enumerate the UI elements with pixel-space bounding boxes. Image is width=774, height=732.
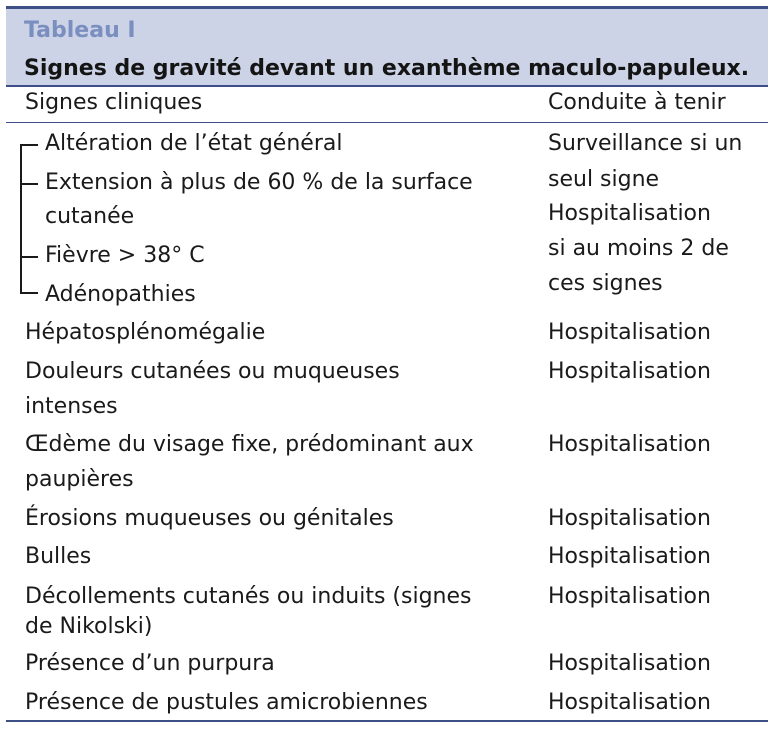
group-sign: Adénopathies bbox=[45, 282, 196, 307]
row-sign: Érosions muqueuses ou génitales bbox=[25, 506, 394, 531]
group-action-line: si au moins 2 de bbox=[548, 236, 729, 261]
row-action: Hospitalisation bbox=[548, 651, 711, 676]
group-sign: cutanée bbox=[45, 204, 135, 229]
row-sign: Décollements cutanés ou induits (signes bbox=[25, 584, 472, 609]
row-sign: Présence de pustules amicrobiennes bbox=[25, 690, 428, 715]
group-action-line: seul signe bbox=[548, 167, 660, 192]
row-action: Hospitalisation bbox=[548, 320, 711, 345]
group-sign: Extension à plus de 60 % de la surface bbox=[45, 170, 473, 195]
group-action-line: Surveillance si un bbox=[548, 131, 743, 156]
group-action-line: Hospitalisation bbox=[548, 201, 711, 226]
row-action: Hospitalisation bbox=[548, 544, 711, 569]
bottom-rule bbox=[6, 720, 768, 722]
row-action: Hospitalisation bbox=[548, 584, 711, 609]
group-sign: Altération de l’état général bbox=[45, 131, 343, 156]
group-bracket bbox=[20, 144, 22, 294]
row-action: Hospitalisation bbox=[548, 432, 711, 457]
column-header-action: Conduite à tenir bbox=[548, 90, 726, 115]
bracket-tick bbox=[20, 144, 38, 146]
table-header bbox=[6, 9, 768, 85]
row-sign: intenses bbox=[25, 394, 118, 419]
group-sign: Fièvre > 38° C bbox=[45, 243, 205, 268]
row-sign: Hépatosplénomégalie bbox=[25, 320, 266, 345]
row-sign: paupières bbox=[25, 467, 134, 492]
row-sign: de Nikolski) bbox=[25, 614, 153, 639]
column-header-signs: Signes cliniques bbox=[25, 90, 203, 115]
bracket-tick bbox=[20, 256, 38, 258]
bracket-tick bbox=[20, 183, 38, 185]
group-action-line: ces signes bbox=[548, 271, 663, 296]
row-sign: Douleurs cutanées ou muqueuses bbox=[25, 359, 400, 384]
row-sign: Œdème du visage fixe, prédominant aux bbox=[25, 432, 474, 457]
bracket-tick bbox=[20, 292, 38, 294]
column-header-rule bbox=[6, 122, 768, 123]
row-action: Hospitalisation bbox=[548, 359, 711, 384]
table-label: Tableau I bbox=[24, 18, 136, 43]
table-title: Signes de gravité devant un exanthème maculo-papuleux. bbox=[24, 56, 750, 81]
row-sign: Bulles bbox=[25, 544, 92, 569]
row-sign: Présence d’un purpura bbox=[25, 651, 275, 676]
row-action: Hospitalisation bbox=[548, 506, 711, 531]
row-action: Hospitalisation bbox=[548, 690, 711, 715]
